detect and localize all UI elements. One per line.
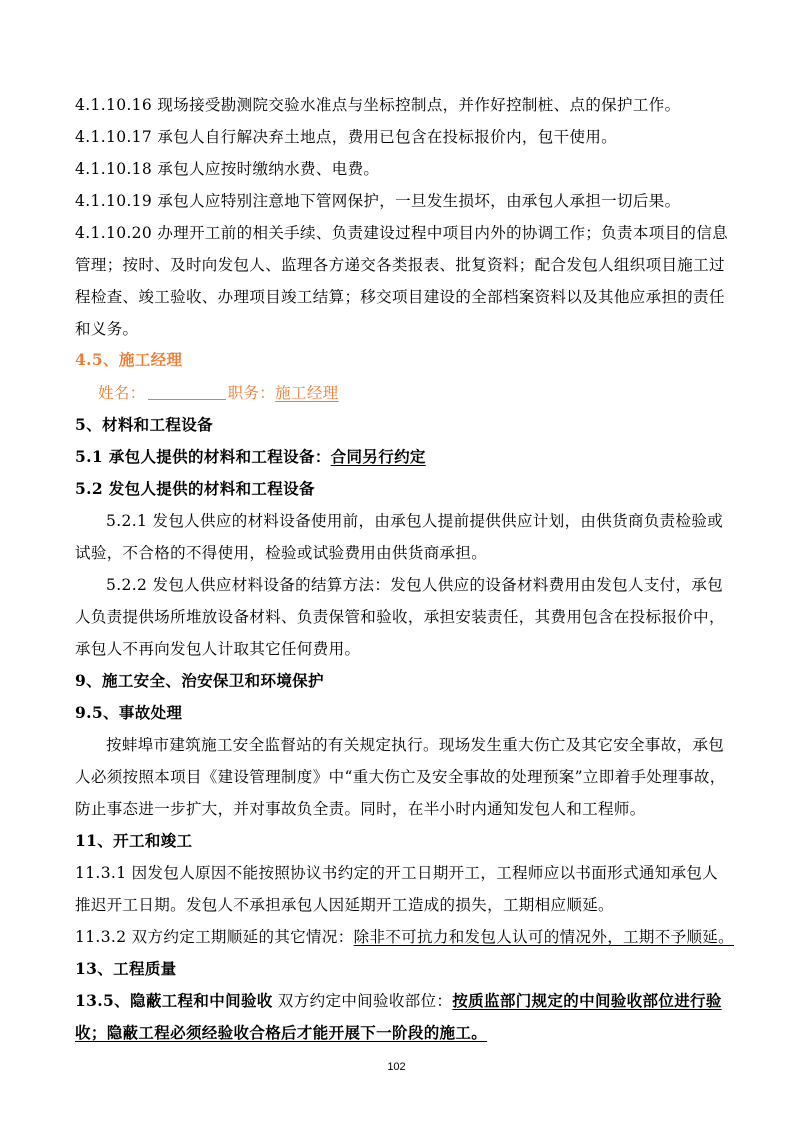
heading-5: 5、材料和工程设备 [75,415,213,434]
clause-4-1-10-20-line4: 和义务。 [75,320,139,338]
clause-5-2-2-line2: 人负责提供场所堆放设备材料、负责保管和验收，承担安装责任，其费用包含在投标报价中， [75,608,725,626]
name-label: 姓名： [98,384,146,402]
title-value: 施工经理 [275,384,339,402]
clause-13-5-value-part2: 收；隐蔽工程必须经验收合格后才能开展下一阶段的施工。 [75,1023,488,1042]
clause-5-2-1-line2: 试验，不合格的不得使用，检验或试验费用由供货商承担。 [75,544,488,562]
clause-9-5-line1: 按蚌埠市建筑施工安全监督站的有关规定执行。现场发生重大伤亡及其它安全事故，承包 [106,736,725,754]
clause-11-3-2-label: 11.3.2 双方约定工期顺延的其它情况： [75,928,354,946]
clause-5-2-2-line1: 5.2.2 发包人供应材料设备的结算方法：发包人供应的设备材料费用由发包人支付，承包 [106,576,724,594]
clause-4-1-10-20-line1: 4.1.10.20 办理开工前的相关手续、负责建设过程中项目内外的协调工作；负责本项目的信息 [75,224,728,242]
title-label: 职务： [227,384,276,402]
heading-11: 11、开工和竣工 [75,831,193,850]
clause-11-3-2 [75,927,734,947]
clause-5-2-2-line3: 承包人不再向发包人计取其它任何费用。 [75,640,361,658]
clause-5-2-1-line1: 5.2.1 发包人供应的材料设备使用前，由承包人提前提供供应计划，由供货商负责检验或 [106,512,724,530]
name-blank-field [148,383,226,400]
clause-13-5-text: 双方约定中间验收部位： [272,992,453,1010]
heading-9: 9、施工安全、治安保卫和环境保护 [75,671,324,690]
heading-5-1-label: 5.1 承包人提供的材料和工程设备： [75,447,331,466]
clause-4-1-10-17: 4.1.10.17 承包人自行解决弃土地点，费用已包含在投标报价内，包干使用。 [75,128,618,146]
heading-5-1-value: 合同另行约定 [330,447,426,466]
page-number: 102 [387,1061,406,1073]
clause-4-1-10-18: 4.1.10.18 承包人应按时缴纳水费、电费。 [75,160,380,178]
heading-13-5: 13.5、隐蔽工程和中间验收 [75,991,273,1010]
heading-4-5: 4.5、施工经理 [75,350,183,369]
clause-11-3-1-line1: 11.3.1 因发包人原因不能按照协议书约定的开工日期开工，工程师应以书面形式通知承包人 [75,864,719,882]
clause-13-5-line1 [75,991,722,1011]
clause-11-3-1-line2: 推迟开工日期。发包人不承担承包人因延期开工造成的损失，工期相应顺延。 [75,896,614,914]
heading-5-1 [75,447,426,467]
heading-5-2: 5.2 发包人提供的材料和工程设备 [75,479,315,498]
heading-9-5: 9.5、事故处理 [75,703,183,722]
clause-11-3-2-value: 除非不可抗力和发包人认可的情况外，工期不予顺延。 [353,928,734,946]
clause-4-1-10-16: 4.1.10.16 现场接受勘测院交验水准点与坐标控制点，并作好控制桩、点的保护工作。 [75,96,681,114]
clause-9-5-line2: 人必须按照本项目《建设管理制度》中“重大伤亡及安全事故的处理预案”立即着手处理事故， [75,768,726,786]
clause-4-1-10-20-line3: 程检查、竣工验收、办理项目竣工结算；移交项目建设的全部档案资料以及其他应承担的责任 [75,288,725,306]
clause-4-1-10-19: 4.1.10.19 承包人应特别注意地下管网保护，一旦发生损坏，由承包人承担一切后果。 [75,192,681,210]
clause-4-1-10-20-line2: 管理；按时、及时向发包人、监理各方递交各类报表、批复资料；配合发包人组织项目施工过 [75,256,725,274]
clause-13-5-value-part1: 按质监部门规定的中间验收部位进行验 [452,991,722,1010]
name-title-row [98,383,339,403]
heading-13: 13、工程质量 [75,959,177,978]
clause-9-5-line3: 防止事态进一步扩大，并对事故负全责。同时，在半小时内通知发包人和工程师。 [75,800,646,818]
